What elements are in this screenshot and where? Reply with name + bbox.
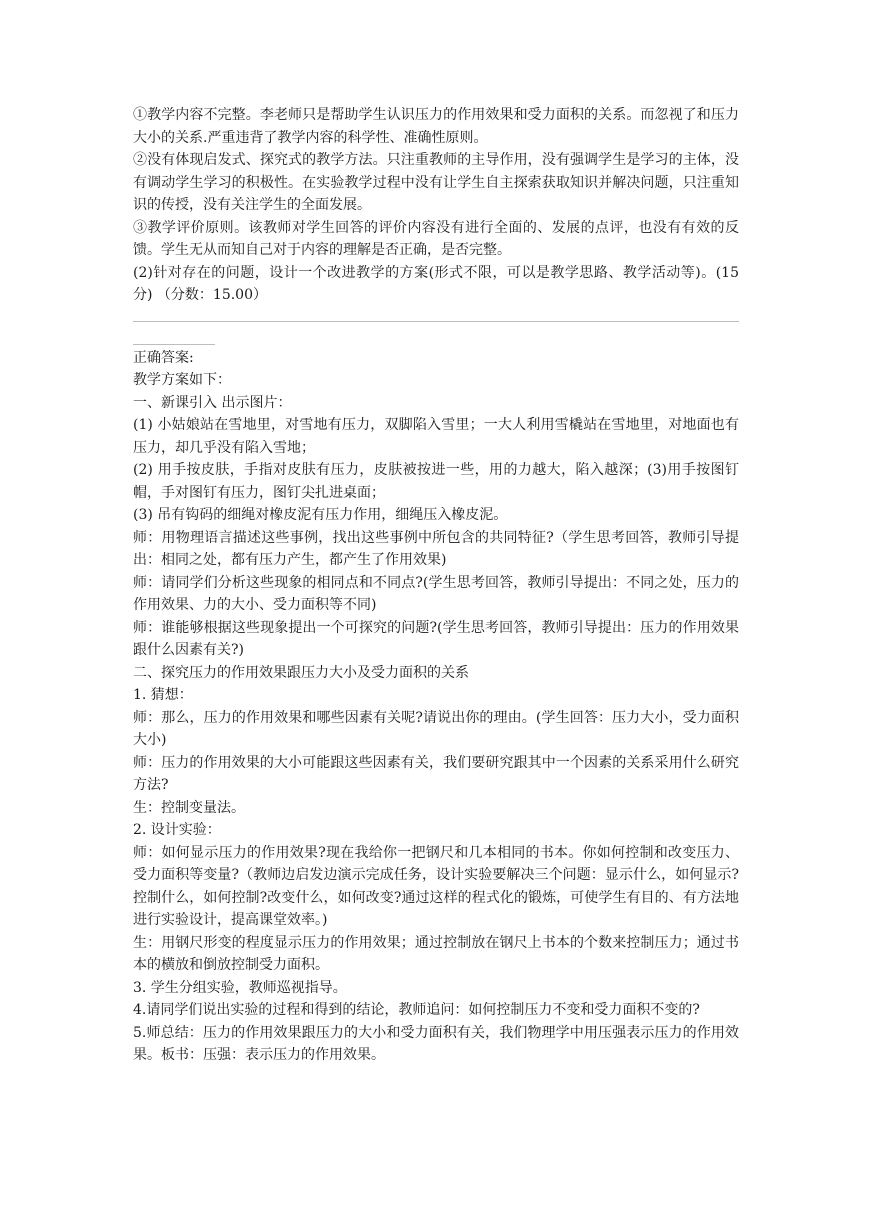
answer-paragraph: (2) 用手按皮肤，手指对皮肤有压力，皮肤被按进一些，用的力越大，陷入越深；(3)用手按图钉帽，手对图钉有压力，图钉尖扎进桌面； (133, 462, 739, 501)
answer-paragraph: 3. 学生分组实验，教师巡视指导。 (133, 979, 347, 996)
answer-paragraph: 师：用物理语言描述这些事例，找出这些事例中所包含的共同特征?（学生思考回答，教师引导提出：相同之处，都有压力产生，都产生了作用效果) (133, 529, 739, 568)
answer-paragraph: 生：控制变量法。 (133, 799, 245, 816)
question-paragraph: ③教学评价原则。该教师对学生回答的评价内容没有进行全面的、发展的点评，也没有有效的反馈。学生无从而知自己对于内容的理解是否正确，是否完整。 (133, 219, 739, 258)
answer-paragraph: 师：请同学们分析这些现象的相同点和不同点?(学生思考回答，教师引导提出：不同之处，压力的作用效果、力的大小、受力面积等不同) (133, 574, 739, 613)
question-section (133, 104, 739, 307)
answer-paragraph: 4.请同学们说出实验的过程和得到的结论，教师追问：如何控制压力不变和受力面积不变的? (133, 1002, 700, 1018)
answer-section (133, 347, 739, 1067)
answer-paragraph: 5.师总结：压力的作用效果跟压力的大小和受力面积有关，我们物理学中用压强表示压力的作用效果。板书：压强：表示压力的作用效果。 (133, 1024, 739, 1063)
answer-paragraph: (3) 吊有钩码的细绳对橡皮泥有压力作用，细绳压入橡皮泥。 (133, 507, 508, 523)
answer-paragraph: 二、探究压力的作用效果跟压力大小及受力面积的关系 (133, 664, 469, 681)
answer-label: 正确答案: (133, 349, 194, 366)
answer-paragraph: 师：那么，压力的作用效果和哪些因素有关呢?请说出你的理由。(学生回答：压力大小，受力面积大小) (133, 709, 739, 748)
answer-paragraph: 教学方案如下： (133, 372, 231, 388)
answer-paragraph: (1) 小姑娘站在雪地里，对雪地有压力，双脚陷入雪里；一大人利用雪橇站在雪地里，对地面也有压力，却几乎没有陷入雪地； (133, 417, 739, 456)
answer-paragraph: 师：压力的作用效果的大小可能跟这些因素有关，我们要研究跟其中一个因素的关系采用什么研究方法? (133, 754, 739, 793)
answer-paragraph: 2. 设计实验： (133, 822, 221, 838)
section-divider (133, 321, 739, 322)
question-paragraph: (2)针对存在的问题，设计一个改进教学的方案(形式不限，可以是教学思路、教学活动等)。(15 分) （分数：15.00） (133, 264, 739, 303)
answer-paragraph: 生：用钢尺形变的程度显示压力的作用效果；通过控制放在钢尺上书本的个数来控制压力；通过书本的横放和倒放控制受力面积。 (133, 934, 739, 973)
section-divider-short (133, 344, 215, 345)
question-paragraph: ①教学内容不完整。李老师只是帮助学生认识压力的作用效果和受力面积的关系。而忽视了和压力大小的关系.严重违背了教学内容的科学性、准确性原则。 (133, 107, 739, 146)
answer-paragraph: 师：如何显示压力的作用效果?现在我给你一把钢尺和几本相同的书本。你如何控制和改变压力、受力面积等变量?（教师边启发边演示完成任务，设计实验要解决三个问题：显示什么，如何显示?控制什么，如何控制?改变什么，如何改变?通过这样的程式化的锻炼，可使学生有目的、有方法地进行实验设计，提高课堂效率。) (133, 844, 739, 928)
answer-paragraph: 一、新课引入 出示图片： (133, 394, 292, 411)
document-body (133, 104, 739, 1067)
question-paragraph: ②没有体现启发式、探究式的教学方法。只注重教师的主导作用，没有强调学生是学习的主体，没有调动学生学习的积极性。在实验教学过程中没有让学生自主探索获取知识并解决问题，只注重知识的传授，没有关注学生的全面发展。 (133, 152, 739, 213)
answer-paragraph: 1. 猜想： (133, 687, 193, 703)
answer-paragraph: 师：谁能够根据这些现象提出一个可探究的问题?(学生思考回答，教师引导提出：压力的作用效果跟什么因素有关?) (133, 619, 739, 658)
